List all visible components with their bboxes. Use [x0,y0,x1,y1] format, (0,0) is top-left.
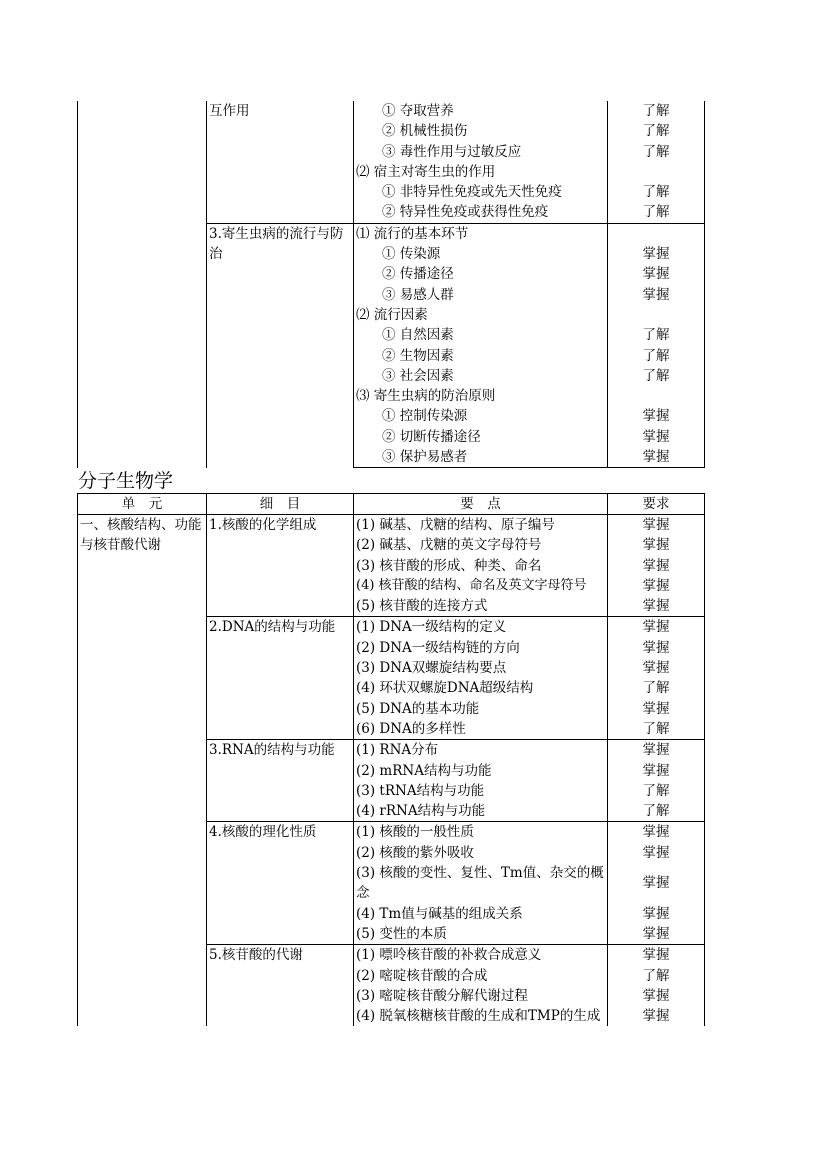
point-cell: (1) 嘌呤核苷酸的补救合成意义 [354,945,608,966]
point-cell: (1) 碱基、戊糖的结构、原子编号 [354,515,608,536]
header-item: 细 目 [207,494,354,515]
req-cell: 掌握 [608,576,705,596]
point-cell: ⑵ 宿主对寄生虫的作用 [354,162,608,182]
req-cell: 了解 [608,142,705,162]
section-title: 分子生物学 [78,470,174,492]
table-row [78,515,705,536]
req-cell: 掌握 [608,447,705,468]
table-row [78,101,705,121]
point-cell: (6) DNA的多样性 [354,719,608,740]
point-cell: (2) 核酸的紫外吸收 [354,843,608,863]
point-cell: (4) 脱氧核糖核苷酸的生成和TMP的生成 [354,1006,608,1026]
item-cell: 1.核酸的化学组成 [207,515,354,617]
point-cell: ② 切断传播途径 [354,427,608,447]
item-cell: 互作用 [207,101,354,223]
req-cell: 掌握 [608,740,705,761]
point-cell: (5) 变性的本质 [354,924,608,945]
point-cell: (1) DNA一级结构的定义 [354,617,608,638]
point-cell: ⑶ 寄生虫病的防治原则 [354,386,608,406]
point-cell: (4) Tm值与碱基的组成关系 [354,904,608,924]
molecular-biology-table [77,493,705,1026]
parasite-table [77,101,705,468]
header-unit: 单 元 [78,494,207,515]
point-cell: (2) mRNA结构与功能 [354,761,608,781]
req-cell: 掌握 [608,285,705,305]
req-cell: 掌握 [608,863,705,904]
point-cell: (3) 核苷酸的形成、种类、命名 [354,556,608,576]
req-cell: 掌握 [608,761,705,781]
point-cell: (2) DNA一级结构链的方向 [354,638,608,658]
req-cell: 掌握 [608,1006,705,1026]
point-cell: ① 控制传染源 [354,406,608,426]
point-cell: ② 传播途径 [354,264,608,284]
req-cell: 了解 [608,366,705,386]
point-cell: (3) tRNA结构与功能 [354,781,608,801]
req-cell: 了解 [608,781,705,801]
point-cell: (2) 嘧啶核苷酸的合成 [354,966,608,986]
req-cell: 掌握 [608,924,705,945]
req-cell: 掌握 [608,945,705,966]
table-header-row [78,494,705,515]
point-cell: ① 传染源 [354,244,608,264]
req-cell: 了解 [608,719,705,740]
point-cell: (5) DNA的基本功能 [354,699,608,719]
req-cell: 掌握 [608,822,705,843]
header-req: 要求 [608,494,705,515]
req-cell: 了解 [608,346,705,366]
point-cell: (3) DNA双螺旋结构要点 [354,658,608,678]
point-cell: (4) 环状双螺旋DNA超级结构 [354,678,608,698]
req-cell: 掌握 [608,427,705,447]
req-cell: 掌握 [608,986,705,1006]
point-cell: (3) 嘧啶核苷酸分解代谢过程 [354,986,608,1006]
point-cell: (5) 核苷酸的连接方式 [354,596,608,617]
req-cell: 了解 [608,101,705,121]
item-cell: 5.核苷酸的代谢 [207,945,354,1027]
item-cell: 3.寄生虫病的流行与防治 [207,223,354,468]
req-cell: 掌握 [608,617,705,638]
unit-cell [78,101,207,468]
point-cell: (4) 核苷酸的结构、命名及英文字母符号 [354,576,608,596]
header-point: 要 点 [354,494,608,515]
req-cell: 了解 [608,678,705,698]
req-cell: 掌握 [608,843,705,863]
point-cell: ② 机械性损伤 [354,121,608,141]
point-cell: (3) 核酸的变性、复性、Tm值、杂交的概念 [354,863,608,904]
item-cell: 3.RNA的结构与功能 [207,740,354,822]
point-cell: ⑴ 流行的基本环节 [354,223,608,244]
point-cell: ① 夺取营养 [354,101,608,121]
point-cell: ③ 易感人群 [354,285,608,305]
req-cell: 了解 [608,325,705,345]
req-cell: 掌握 [608,264,705,284]
point-cell: ③ 社会因素 [354,366,608,386]
point-cell: (4) rRNA结构与功能 [354,801,608,822]
point-cell: (2) 碱基、戊糖的英文字母符号 [354,535,608,555]
item-cell: 4.核酸的理化性质 [207,822,354,945]
req-cell: 了解 [608,202,705,223]
point-cell: (1) 核酸的一般性质 [354,822,608,843]
req-cell [608,162,705,182]
req-cell: 掌握 [608,244,705,264]
point-cell: ② 特异性免疫或获得性免疫 [354,202,608,223]
point-cell: (1) RNA分布 [354,740,608,761]
point-cell: ② 生物因素 [354,346,608,366]
req-cell: 掌握 [608,658,705,678]
req-cell: 了解 [608,801,705,822]
req-cell: 掌握 [608,638,705,658]
unit-cell: 一、核酸结构、功能与核苷酸代谢 [78,515,207,1027]
point-cell: ⑵ 流行因素 [354,305,608,325]
req-cell [608,305,705,325]
req-cell [608,223,705,244]
req-cell: 掌握 [608,515,705,536]
req-cell: 掌握 [608,535,705,555]
req-cell: 掌握 [608,699,705,719]
req-cell: 掌握 [608,596,705,617]
req-cell: 了解 [608,121,705,141]
req-cell: 掌握 [608,556,705,576]
req-cell [608,386,705,406]
req-cell: 了解 [608,182,705,202]
req-cell: 掌握 [608,406,705,426]
item-cell: 2.DNA的结构与功能 [207,617,354,740]
point-cell: ① 自然因素 [354,325,608,345]
req-cell: 掌握 [608,904,705,924]
point-cell: ③ 毒性作用与过敏反应 [354,142,608,162]
point-cell: ① 非特异性免疫或先天性免疫 [354,182,608,202]
req-cell: 了解 [608,966,705,986]
point-cell: ③ 保护易感者 [354,447,608,468]
